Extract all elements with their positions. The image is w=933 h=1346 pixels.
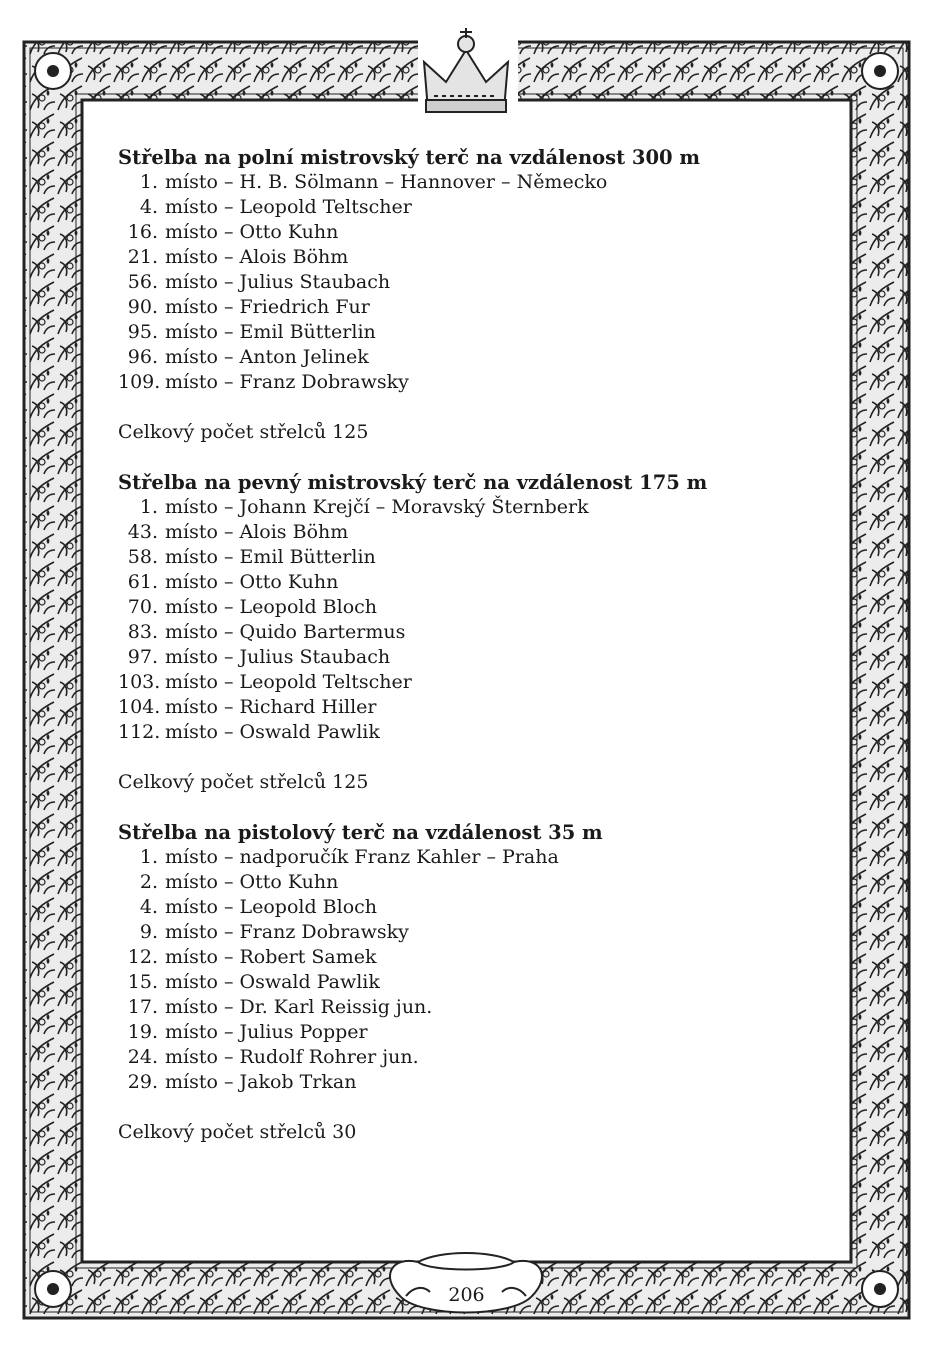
- result-entry: [118, 370, 818, 395]
- section-title: Střelba na pevný mistrovský terč na vzdálenost 175 m: [118, 471, 708, 494]
- section-total: Celkový počet střelců 125: [118, 421, 369, 443]
- spacer: [118, 445, 818, 470]
- result-entry: [118, 545, 818, 570]
- results-section: [118, 145, 818, 470]
- section-total: Celkový počet střelců 125: [118, 771, 369, 793]
- entry-rank: 70.: [127, 596, 158, 618]
- entry-rank: 16.: [127, 221, 158, 243]
- result-entry: [118, 670, 818, 695]
- crown-icon: [418, 28, 518, 114]
- result-entry: [118, 970, 818, 995]
- entry-rank: 12.: [127, 946, 158, 968]
- entry-text: místo – Alois Böhm: [165, 246, 349, 268]
- entry-text: místo – Leopold Teltscher: [165, 671, 412, 693]
- entry-text: místo – Leopold Bloch: [165, 596, 378, 618]
- entry-text: místo – Dr. Karl Reissig jun.: [165, 996, 433, 1018]
- entry-rank: 1.: [139, 496, 158, 518]
- document-body: [118, 145, 818, 1145]
- result-entry: [118, 1070, 818, 1095]
- entry-text: místo – Emil Bütterlin: [165, 546, 376, 568]
- results-section: [118, 820, 818, 1145]
- spacer: [118, 745, 818, 770]
- entry-rank: 24.: [127, 1046, 158, 1068]
- entry-rank: 2.: [139, 871, 158, 893]
- result-entry: [118, 920, 818, 945]
- entry-rank: 56.: [127, 271, 158, 293]
- result-entry: [118, 1020, 818, 1045]
- result-entry: [118, 620, 818, 645]
- result-entry: [118, 720, 818, 745]
- entry-text: místo – Julius Staubach: [165, 271, 391, 293]
- entry-text: místo – Robert Samek: [165, 946, 377, 968]
- result-entry: [118, 995, 818, 1020]
- entry-text: místo – Johann Krejčí – Moravský Šternberk: [165, 496, 589, 518]
- entry-text: místo – H. B. Sölmann – Hannover – Německo: [165, 171, 608, 193]
- entry-rank: 103.: [118, 671, 161, 693]
- result-entry: [118, 495, 818, 520]
- spacer: [118, 795, 818, 820]
- result-entry: [118, 195, 818, 220]
- spacer: [118, 1095, 818, 1120]
- result-entry: [118, 170, 818, 195]
- entry-text: místo – nadporučík Franz Kahler – Praha: [165, 846, 559, 868]
- entry-rank: 9.: [139, 921, 158, 943]
- entry-rank: 1.: [139, 846, 158, 868]
- entry-text: místo – Friedrich Fur: [165, 296, 370, 318]
- section-title: Střelba na pistolový terč na vzdálenost 35 m: [118, 821, 603, 844]
- spacer: [118, 395, 818, 420]
- entry-text: místo – Alois Böhm: [165, 521, 349, 543]
- entry-text: místo – Leopold Bloch: [165, 896, 378, 918]
- entry-text: místo – Otto Kuhn: [165, 871, 339, 893]
- entry-text: místo – Oswald Pawlik: [165, 721, 380, 743]
- result-entry: [118, 945, 818, 970]
- entry-rank: 109.: [118, 371, 161, 393]
- entry-text: místo – Leopold Teltscher: [165, 196, 412, 218]
- results-section: [118, 470, 818, 820]
- result-entry: [118, 870, 818, 895]
- entry-rank: 4.: [139, 896, 158, 918]
- result-entry: [118, 320, 818, 345]
- entry-text: místo – Jakob Trkan: [165, 1071, 357, 1093]
- entry-text: místo – Otto Kuhn: [165, 571, 339, 593]
- page-number: 206: [448, 1284, 485, 1306]
- entry-text: místo – Franz Dobrawsky: [165, 921, 409, 943]
- entry-text: místo – Otto Kuhn: [165, 221, 339, 243]
- entry-rank: 1.: [139, 171, 158, 193]
- entry-rank: 21.: [127, 246, 158, 268]
- result-entry: [118, 645, 818, 670]
- section-title: Střelba na polní mistrovský terč na vzdálenost 300 m: [118, 146, 701, 169]
- result-entry: [118, 295, 818, 320]
- entry-rank: 58.: [127, 546, 158, 568]
- result-entry: [118, 345, 818, 370]
- entry-text: místo – Julius Popper: [165, 1021, 368, 1043]
- result-entry: [118, 1045, 818, 1070]
- entry-text: místo – Emil Bütterlin: [165, 321, 376, 343]
- entry-text: místo – Oswald Pawlik: [165, 971, 380, 993]
- result-entry: [118, 595, 818, 620]
- result-entry: [118, 220, 818, 245]
- entry-text: místo – Richard Hiller: [165, 696, 377, 718]
- result-entry: [118, 520, 818, 545]
- entry-rank: 29.: [127, 1071, 158, 1093]
- entry-rank: 90.: [127, 296, 158, 318]
- entry-text: místo – Julius Staubach: [165, 646, 391, 668]
- entry-rank: 17.: [127, 996, 158, 1018]
- entry-rank: 15.: [127, 971, 158, 993]
- result-entry: [118, 895, 818, 920]
- section-total: Celkový počet střelců 30: [118, 1121, 357, 1143]
- entry-rank: 83.: [127, 621, 158, 643]
- entry-rank: 19.: [127, 1021, 158, 1043]
- entry-rank: 97.: [127, 646, 158, 668]
- result-entry: [118, 570, 818, 595]
- entry-rank: 95.: [127, 321, 158, 343]
- result-entry: [118, 245, 818, 270]
- result-entry: [118, 695, 818, 720]
- result-entry: [118, 845, 818, 870]
- entry-text: místo – Franz Dobrawsky: [165, 371, 409, 393]
- entry-rank: 61.: [127, 571, 158, 593]
- entry-rank: 112.: [118, 721, 161, 743]
- entry-rank: 43.: [127, 521, 158, 543]
- result-entry: [118, 270, 818, 295]
- entry-text: místo – Anton Jelinek: [165, 346, 369, 368]
- entry-rank: 96.: [127, 346, 158, 368]
- entry-rank: 4.: [139, 196, 158, 218]
- entry-text: místo – Quido Bartermus: [165, 621, 406, 643]
- entry-rank: 104.: [118, 696, 161, 718]
- entry-text: místo – Rudolf Rohrer jun.: [165, 1046, 419, 1068]
